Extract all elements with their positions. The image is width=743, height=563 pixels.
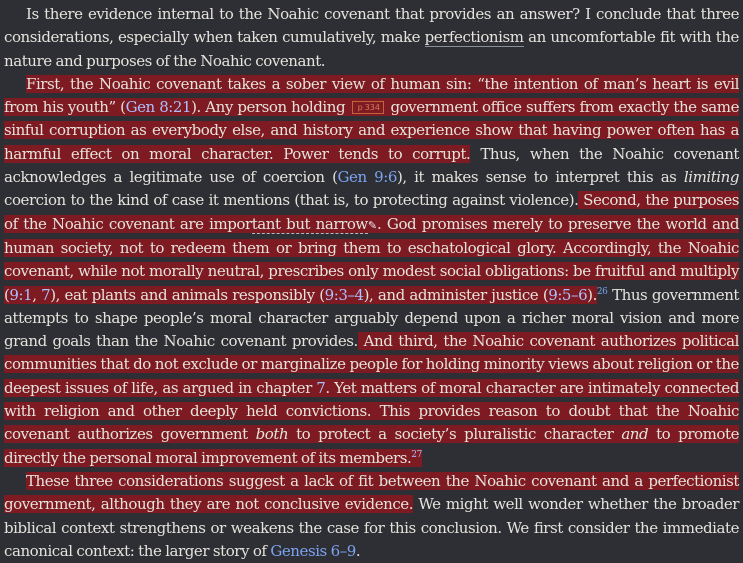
text: ). — [587, 285, 597, 304]
text: We might well wonder whether the broader biblical context strengthens or weakens the case for this conclusion. We first consider the immediate canonical context: the larger story of — [4, 495, 739, 560]
text: Second, the purposes of the Noahic covenant are impor — [4, 191, 739, 233]
chapter-ref-7[interactable]: 7 — [316, 378, 326, 397]
italic-text: and — [621, 425, 649, 444]
perfectionism-link[interactable]: perfectionism — [424, 28, 524, 47]
text: And third, the Noahic covenant authorizes political communities that do not exclude or marginalize people for holding minority views about religion or the deepest issues of life, as argued in chapter — [4, 332, 739, 397]
paragraph-3 — [4, 470, 739, 563]
text: First, the Noahic covenant takes a sober view of human sin: “the intention of man’s heart is evil from his youth” ( — [4, 74, 739, 117]
paragraph-2 — [4, 73, 739, 470]
page-marker: p 334 — [352, 101, 384, 114]
italic-text: both — [255, 425, 289, 444]
highlight[interactable] — [4, 332, 739, 466]
text: Thus, when the Noahic covenant acknowledges a legitimate use of coercion ( — [4, 144, 739, 187]
text: ), it makes sense to interpret this as — [396, 168, 684, 187]
text: . — [355, 541, 361, 560]
text: to protect a society’s pluralistic character — [288, 425, 622, 444]
scripture-ref-9-5-6[interactable]: 9:5–6 — [548, 285, 588, 304]
scripture-ref-9-7[interactable]: 7 — [41, 285, 51, 304]
scripture-ref-gen-8-21[interactable]: Gen 8:21 — [125, 98, 192, 117]
footnote-26[interactable]: 26 — [596, 286, 608, 297]
text: ). Any person holding — [191, 98, 350, 117]
text: Thus government attempts to shape people’s moral character arguably depend upon a richer moral vision and more grand goals than the Noahic covenant provides. — [4, 285, 739, 351]
scripture-ref-gen-9-6[interactable]: Gen 9:6 — [337, 168, 397, 187]
scripture-ref-9-3-4[interactable]: 9:3–4 — [324, 285, 364, 304]
text: an uncomfortable fit with the nature and purposes of the Noahic covenant. — [4, 28, 739, 70]
text: Is there evidence internal to the Noahic covenant that provides an answer? I conclude that three considerations, especially when taken cumulatively, make — [4, 5, 739, 47]
pencil-icon[interactable]: ✎ — [367, 218, 378, 232]
footnote-27[interactable]: 27 — [411, 449, 422, 460]
text: government office suffers from exactly the same sinful corruption as everybody else, and history and experience show that having power often has a harmful effect on moral character. Power tends to corrupt. — [4, 98, 739, 163]
scripture-ref-9-1[interactable]: 9:1 — [9, 285, 33, 304]
text: . God promises merely to preserve the world and human society, not to redeem them or bring them to eschatological glory. Accordingly, the Noahic covenant, while not morally neutral, prescribes only modest social obligations: be fruitful and multiply ( — [4, 214, 739, 304]
text: , — [32, 285, 42, 304]
scripture-ref-genesis-6-9[interactable]: Genesis 6–9 — [270, 541, 356, 560]
text: coercion to the kind of case it mentions (that is, to protecting against violence). — [4, 191, 579, 210]
italic-text: limiting — [683, 168, 740, 187]
paragraph-1 — [4, 3, 739, 73]
text: to promote directly the personal moral improvement of its members. — [4, 425, 739, 467]
annotated-text[interactable]: tant but narrow — [251, 214, 368, 233]
text: ), eat plants and animals responsibly ( — [50, 285, 325, 304]
text: These three considerations suggest a lack of fit between the Noahic covenant and a perfectionist government, although they are not conclusive evidence. — [4, 471, 739, 514]
text: . Yet matters of moral character are intimately connected with religion and other deeply held convictions. This provides reason to doubt that the Noahic covenant authorizes government — [4, 378, 739, 444]
text: ), and administer justice ( — [363, 285, 549, 304]
